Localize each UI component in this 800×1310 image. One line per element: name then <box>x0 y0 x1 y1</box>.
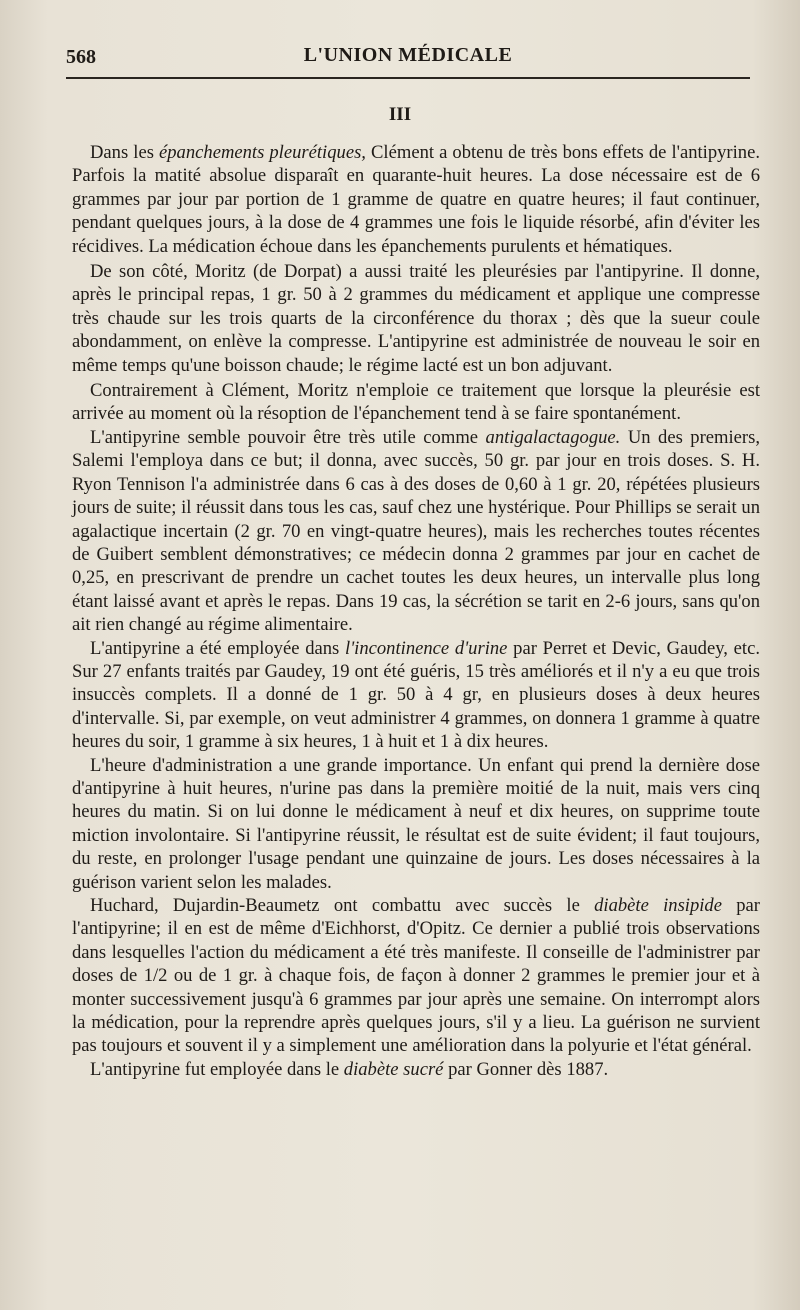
emphasis-text: épanchements pleurétiques, <box>159 142 366 163</box>
page-number: 568 <box>66 46 96 68</box>
emphasis-text: diabète insipide <box>594 895 722 916</box>
emphasis-text: antigalactagogue. <box>485 426 621 448</box>
paragraph-incontinence: L'antipyrine a été employée dans l'incontinence d'urine par Perret et Devic, Gaudey, etc. Sur 27 enfants traités par Gaudey, 19 ont été guéris, 15 très améliorés et il n'y a eu que trois insuccès complets. Il a donné de 1 gr. 50 à 4 gr, en plusieurs doses à deux heures d'intervalle. Si, par exemple, on veut administrer 4 grammes, on donnera 1 gramme à quatre heures du soir, 1 gramme à six heures, 1 à huit et 1 à dix heures. <box>72 637 760 753</box>
paragraph-pleural-effusions: Dans les épanchements pleurétiques, Clément a obtenu de très bons effets de l'antipyrine. Parfois la matité absolue disparaît en quarante-huit heures. La dose nécessaire est de 6 grammes par jour par portion de 1 gramme de quatre en quatre heures; il faut continuer, pendant quelques jours, à la dose de 4 grammes une fois le liquide résorbé, afin d'éviter les récidives. La médication échoue dans les épanchements purulents et hématiques. <box>72 142 760 257</box>
running-head: L'UNION MÉDICALE <box>303 44 513 66</box>
emphasis-text: diabète sucré <box>343 1058 444 1080</box>
emphasis-text: l'incontinence d'urine <box>345 637 508 659</box>
section-heading: III <box>388 104 412 125</box>
body-text <box>72 141 760 1081</box>
paragraph-diabete-insipide: Huchard, Dujardin-Beaumetz ont combattu avec succès le diabète insipide par l'antipyrine; il en est de même d'Eichhorst, d'Opitz. Ce dernier a publié trois observations dans lesquelles l'action du médicament a été très manifeste. Il conseille de l'administrer par doses de 1/2 ou de 1 gr. à chaque fois, de façon à donner 2 grammes le premier jour et à monter successivement jusqu'à 6 grammes par jour après une semaine. On interrompt alors la médication, pour la reprendre après quelques jours, s'il y a lieu. La guérison ne survient pas toujours et souvent il y a simplement une amélioration dans la polyurie et l'état général. <box>72 895 760 1057</box>
page-header <box>66 44 750 78</box>
paragraph-contrairement: Contrairement à Clément, Moritz n'emploie ce traitement que lorsque la pleurésie est arrivée au moment où la résoption de l'épanchement tend à se faire spontanément. <box>72 380 760 425</box>
paragraph-moritz: De son côté, Moritz (de Dorpat) a aussi traité les pleurésies par l'antipyrine. Il donne, après le principal repas, 1 gr. 50 à 2 grammes du médicament et applique une compresse très chaude sur les trois quarts de la circonférence du thorax ; dès que la sueur coule abondamment, on enlève la compresse. L'antipyrine est administrée de nouveau le soir en même temps qu'une boisson chaude; le régime lacté est un bon adjuvant. <box>72 261 760 376</box>
paragraph-antigalactagogue: L'antipyrine semble pouvoir être très utile comme antigalactagogue. Un des premiers, Salemi l'employa dans ce but; il donna, avec succès, 50 gr. par jour en trois doses. S. H. Ryon Tennison l'a administrée dans 6 cas à des doses de 0,60 à 1 gr. 20, répétées plusieurs jours de suite; il réussit dans tous les cas, sauf chez une hystérique. Pour Phillips se serait un agalactique incertain (2 gr. 70 en vingt-quatre heures), mais les recherches toutes récentes de Guibert semblent démonstratives; ce médecin donna 2 grammes par jour en cachet de 0,25, en prescrivant de prendre un cachet toutes les deux heures, un intervalle plus long étant laissé avant et après le repas. Dans 19 cas, la sécrétion se tarit en 2-6 jours, sans qu'on ait rien changé au régime alimentaire. <box>72 426 761 636</box>
paragraph-administration-time: L'heure d'administration a une grande importance. Un enfant qui prend la dernière dose d'antipyrine à huit heures, n'urine pas dans la première moitié de la nuit, mais vers cinq heures du matin. Si on lui donne le médicament à neuf et dix heures, on supprime toute miction involontaire. Si l'antipyrine réussit, le résultat est de suite évident; il faut toujours, du reste, en prolonger l'usage pendant une quinzaine de jours. Les doses nécessaires à la guérison varient selon les malades. <box>72 754 760 893</box>
paragraph-diabete-sucre: L'antipyrine fut employée dans le diabète sucré par Gonner dès 1887. <box>90 1058 609 1080</box>
header-rule <box>66 77 750 79</box>
